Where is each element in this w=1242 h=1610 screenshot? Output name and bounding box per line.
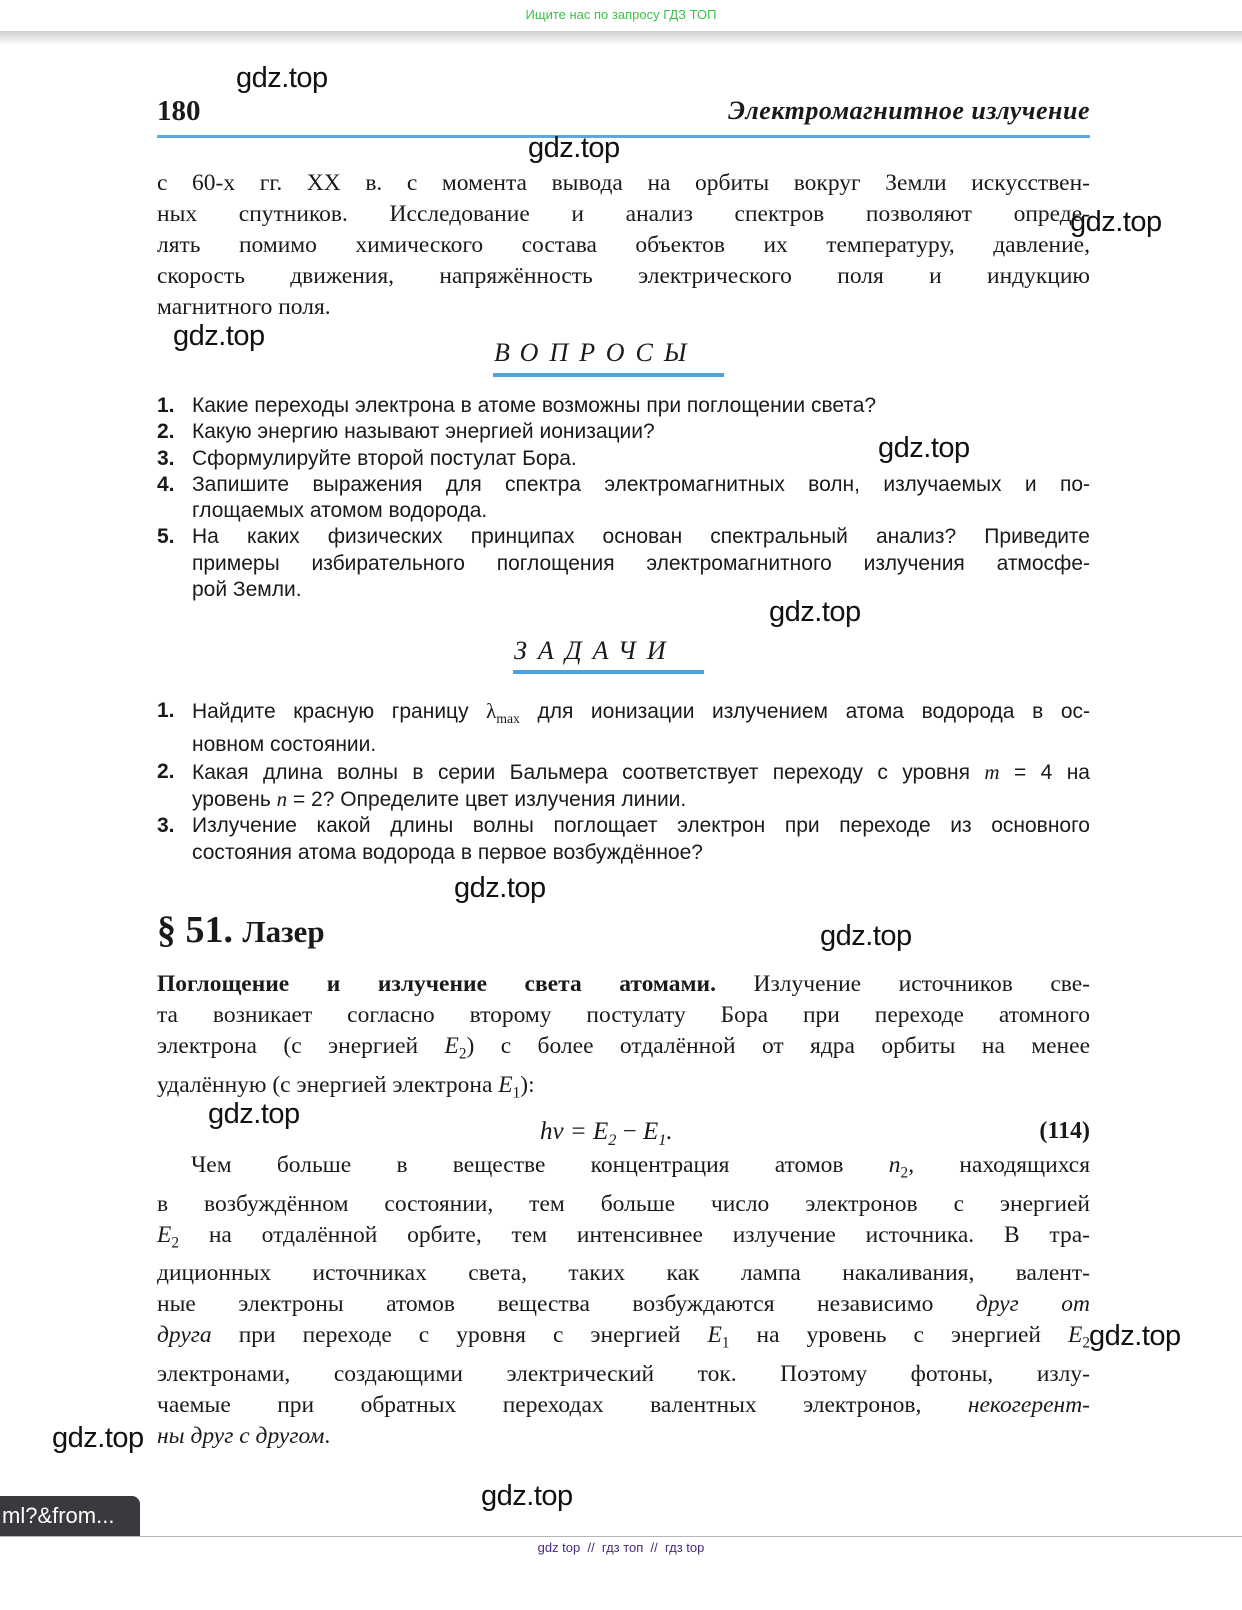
problems-list <box>157 698 1090 866</box>
problems-heading-rule <box>513 670 704 674</box>
problem-text: Какая длина волны в серии Бальмера соответствует переходу с уровня m = 4 на <box>192 759 1090 784</box>
question-number: 4. <box>157 472 175 496</box>
section-symbol: § 51. <box>157 909 233 951</box>
text-line: скорость движения, напряжённость электрического поля и индукцию <box>157 263 1090 289</box>
intro-paragraph <box>157 168 1090 323</box>
watermark: gdz.top <box>1089 1320 1181 1352</box>
question-text: рой Земли. <box>192 578 302 602</box>
watermark: gdz.top <box>173 320 265 352</box>
questions-heading-rule <box>493 373 724 377</box>
watermark: gdz.top <box>528 132 620 164</box>
chapter-title: Электромагнитное излучение <box>728 96 1090 125</box>
watermark: gdz.top <box>454 872 546 904</box>
question-number: 1. <box>157 394 175 417</box>
watermark: gdz.top <box>878 432 970 464</box>
question-text: Запишите выражения для спектра электромагнитных волн, излучаемых и по- <box>192 472 1090 496</box>
formula: $h\nu = E_2 - E_1$. <box>540 1118 673 1149</box>
watermark: gdz.top <box>481 1480 573 1512</box>
text-line: $E_2$ на отдалённой орбите, тем интенсивнее излучение источника. В тра- <box>157 1221 1090 1252</box>
footer-text[interactable]: gdz top // гдз топ // гдз top <box>537 1540 705 1555</box>
status-url-tooltip: ml?&from... <box>0 1496 140 1536</box>
text-line: диционных источниках света, таких как лампа накаливания, валент- <box>157 1260 1090 1287</box>
text-line: в возбуждённом состоянии, тем больше число электронов с энергией <box>157 1190 1090 1217</box>
problem-text: новном состоянии. <box>192 733 377 757</box>
watermark: gdz.top <box>820 920 912 952</box>
text-line: электрона (с энергией $E_2$) с более отдалённой от ядра орбиты на менее <box>157 1033 1090 1063</box>
section-paragraph-1 <box>157 969 1090 1108</box>
problem-item <box>157 759 1090 814</box>
question-number: 3. <box>157 446 175 470</box>
text-line: ны друг с другом. <box>157 1423 331 1450</box>
watermark: gdz.top <box>1070 206 1162 238</box>
top-banner-text: Ищите нас по запросу ГДЗ ТОП <box>525 7 717 22</box>
question-item <box>157 524 1090 603</box>
problem-number: 2. <box>157 759 175 783</box>
problem-text: состояния атома водорода в первое возбуждённое? <box>192 840 703 864</box>
watermark: gdz.top <box>236 62 328 94</box>
footer-divider <box>0 1536 1242 1537</box>
questions-list <box>157 393 1090 603</box>
text-line: удалённую (с энергией электрона $E_1$): <box>157 1071 535 1102</box>
banner-shadow <box>0 31 1242 45</box>
problem-text: Найдите красную границу $\lambda_{max}$ для ионизации излучением атома водорода в ос- <box>192 699 1090 727</box>
question-number: 2. <box>157 420 175 444</box>
questions-heading: ВОПРОСЫ <box>494 338 698 367</box>
watermark: gdz.top <box>769 596 861 628</box>
problem-item <box>157 698 1090 759</box>
text-line: та возникает согласно второму постулату Бора при переходе атомного <box>157 1002 1090 1028</box>
lambda-symbol: λ <box>486 699 497 723</box>
text-line: ные электроны атомов вещества возбуждаются независимо друг от <box>157 1291 1090 1318</box>
header-rule <box>157 135 1090 138</box>
question-text: примеры избирательного поглощения электромагнитного излучения атмосфе- <box>192 551 1090 575</box>
watermark: gdz.top <box>208 1098 300 1130</box>
text-line: друга при переходе с уровня с энергией $E_1$ на уровень с энергией $E_2$ <box>157 1322 1090 1353</box>
watermark: gdz.top <box>52 1422 144 1454</box>
text-line: лять помимо химического состава объектов их температуру, давление, <box>157 232 1090 258</box>
subheading: Поглощение и излучение света атомами. <box>157 971 716 997</box>
question-text: глощаемых атомом водорода. <box>192 499 488 523</box>
section-paragraph-2 <box>157 1150 1090 1452</box>
text-line: Чем больше в веществе концентрация атомов $n_2$, находящихся <box>191 1152 1091 1182</box>
question-item <box>157 393 1090 419</box>
problem-item <box>157 813 1090 866</box>
question-text: Какие переходы электрона в атоме возможны при поглощении света? <box>192 394 877 417</box>
question-text: Какую энергию называют энергией ионизации? <box>192 420 655 444</box>
text-line: ных спутников. Исследование и анализ спектров позволяют опреде- <box>157 201 1090 227</box>
text-line: с 60-х гг. XX в. с момента вывода на орбиты вокруг Земли искусствен- <box>157 170 1090 196</box>
top-banner <box>0 0 1242 32</box>
text-line: магнитного поля. <box>157 294 331 320</box>
problem-number: 1. <box>157 699 175 722</box>
page-number: 180 <box>157 95 201 127</box>
question-item <box>157 472 1090 525</box>
equation-number: (114) <box>1039 1118 1090 1144</box>
question-text: На каких физических принципах основан спектральный анализ? Приведите <box>192 525 1090 549</box>
text-line: электронами, создающими электрический ток. Поэтому фотоны, излу- <box>157 1361 1090 1388</box>
text-line: чаемые при обратных переходах валентных электронов, некогерент- <box>157 1392 1090 1419</box>
section-heading <box>157 908 325 952</box>
text-line: Поглощение и излучение света атомами. Излучение источников све- <box>157 971 1090 997</box>
footer-links[interactable] <box>0 1540 1242 1555</box>
problem-text: Излучение какой длины волны поглощает электрон при переходе из основного <box>192 814 1090 838</box>
section-title: Лазер <box>242 914 325 949</box>
problem-number: 3. <box>157 814 175 838</box>
problem-text: уровень n = 2? Определите цвет излучения линии. <box>192 787 687 812</box>
question-number: 5. <box>157 525 175 549</box>
question-text: Сформулируйте второй постулат Бора. <box>192 446 577 470</box>
problems-heading: ЗАДАЧИ <box>514 636 677 665</box>
